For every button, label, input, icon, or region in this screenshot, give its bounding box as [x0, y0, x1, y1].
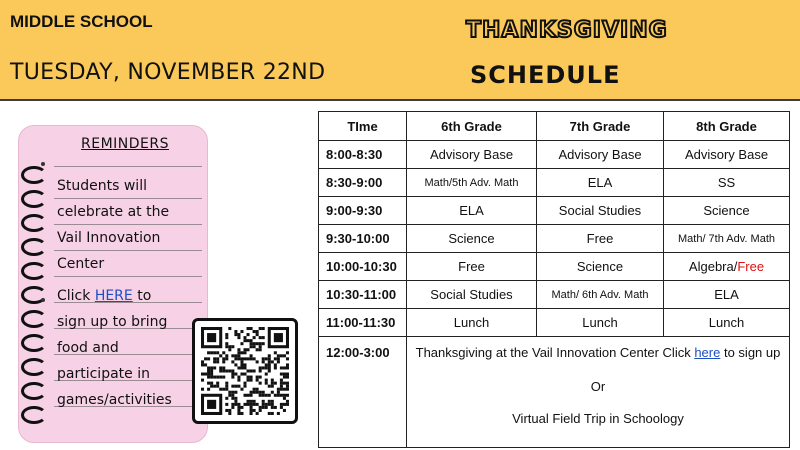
header-time: TIme — [319, 112, 407, 141]
spiral-ring-icon — [21, 190, 47, 208]
time-cell: 10:30-11:00 — [319, 281, 407, 309]
reminder-2-line: games/activities — [57, 392, 172, 408]
reminder-2-line: sign up to bring — [57, 314, 168, 330]
time-cell: 12:00-3:00 — [319, 337, 407, 448]
class-cell: Math/ 7th Adv. Math — [664, 225, 790, 253]
table-row — [319, 225, 790, 253]
class-cell: Science — [407, 225, 537, 253]
class-cell: Lunch — [407, 309, 537, 337]
afternoon-event-cell — [407, 337, 790, 448]
class-cell: Math/ 6th Adv. Math — [537, 281, 664, 309]
table-row-final — [319, 337, 790, 448]
spiral-ring-icon — [21, 406, 47, 424]
spiral-ring-icon — [21, 166, 47, 184]
time-cell: 11:00-11:30 — [319, 309, 407, 337]
class-cell: Advisory Base — [537, 141, 664, 169]
spiral-ring-icon — [21, 238, 47, 256]
reminders-title: REMINDERS — [81, 136, 169, 152]
notebook-rule — [54, 250, 202, 251]
date-heading: TUESDAY, NOVEMBER 22ND — [10, 60, 326, 85]
class-cell: Social Studies — [407, 281, 537, 309]
class-cell: ELA — [407, 197, 537, 225]
bullet-icon — [41, 298, 45, 302]
class-cell: Lunch — [664, 309, 790, 337]
class-cell: Free — [537, 225, 664, 253]
spiral-ring-icon — [21, 310, 47, 328]
class-cell: Advisory Base — [407, 141, 537, 169]
table-row — [319, 169, 790, 197]
bullet-icon — [41, 162, 45, 166]
header-7th-grade: 7th Grade — [537, 112, 664, 141]
reminder-1-line: Center — [57, 256, 105, 272]
or-text: Or — [590, 379, 606, 394]
time-cell: 9:00-9:30 — [319, 197, 407, 225]
class-cell: Free — [407, 253, 537, 281]
class-cell: Science — [537, 253, 664, 281]
notebook-rule — [54, 198, 202, 199]
reminder-2-line: participate in — [57, 366, 150, 382]
notebook-rule — [54, 166, 202, 167]
table-row — [319, 253, 790, 281]
spiral-ring-icon — [21, 358, 47, 376]
reminder-2-suffix: to — [132, 288, 152, 304]
class-cell: Advisory Base — [664, 141, 790, 169]
table-row — [319, 309, 790, 337]
reminder-1-line: Vail Innovation — [57, 230, 161, 246]
free-red-label: Free — [737, 259, 765, 274]
time-cell: 9:30-10:00 — [319, 225, 407, 253]
spiral-ring-icon — [21, 334, 47, 352]
class-cell: Lunch — [537, 309, 664, 337]
table-row — [319, 141, 790, 169]
event-text-end: to sign up — [720, 345, 781, 360]
time-cell: 8:00-8:30 — [319, 141, 407, 169]
title-thanksgiving: THANKSGIVING — [466, 18, 668, 43]
qr-code-icon[interactable] — [192, 318, 298, 424]
notebook-rule — [54, 276, 202, 277]
notebook-rule — [54, 224, 202, 225]
reminder-2-line: food and — [57, 340, 119, 356]
signup-here-link[interactable]: HERE — [94, 288, 133, 304]
time-cell: 10:00-10:30 — [319, 253, 407, 281]
table-header-row — [319, 112, 790, 141]
table-row — [319, 281, 790, 309]
class-cell: ELA — [664, 281, 790, 309]
reminder-2-prefix: Click — [57, 288, 95, 304]
header-6th-grade: 6th Grade — [407, 112, 537, 141]
school-label: MIDDLE SCHOOL — [10, 12, 153, 31]
reminder-1-line: Students will — [57, 178, 147, 194]
reminders-notebook — [18, 125, 208, 443]
spiral-ring-icon — [21, 382, 47, 400]
spiral-ring-icon — [21, 262, 47, 280]
algebra-label: Algebra/ — [688, 259, 738, 274]
header-8th-grade: 8th Grade — [664, 112, 790, 141]
class-cell: ELA — [537, 169, 664, 197]
reminder-2-line — [57, 288, 151, 304]
title-schedule: SCHEDULE — [470, 61, 621, 89]
class-cell: Social Studies — [537, 197, 664, 225]
reminder-1-line: celebrate at the — [57, 204, 170, 220]
schedule-table — [318, 111, 790, 448]
class-cell: SS — [664, 169, 790, 197]
event-text: Thanksgiving at the Vail Innovation Center Click — [415, 345, 695, 360]
spiral-ring-icon — [21, 214, 47, 232]
header-banner — [0, 0, 800, 101]
virtual-trip-text: Virtual Field Trip in Schoology — [512, 411, 684, 426]
signup-link[interactable]: here — [694, 345, 721, 360]
table-row — [319, 197, 790, 225]
qr-code-graphic — [201, 327, 289, 415]
time-cell: 8:30-9:00 — [319, 169, 407, 197]
class-cell — [664, 253, 790, 281]
class-cell: Math/5th Adv. Math — [407, 169, 537, 197]
event-signup-text — [409, 345, 787, 361]
class-cell: Science — [664, 197, 790, 225]
